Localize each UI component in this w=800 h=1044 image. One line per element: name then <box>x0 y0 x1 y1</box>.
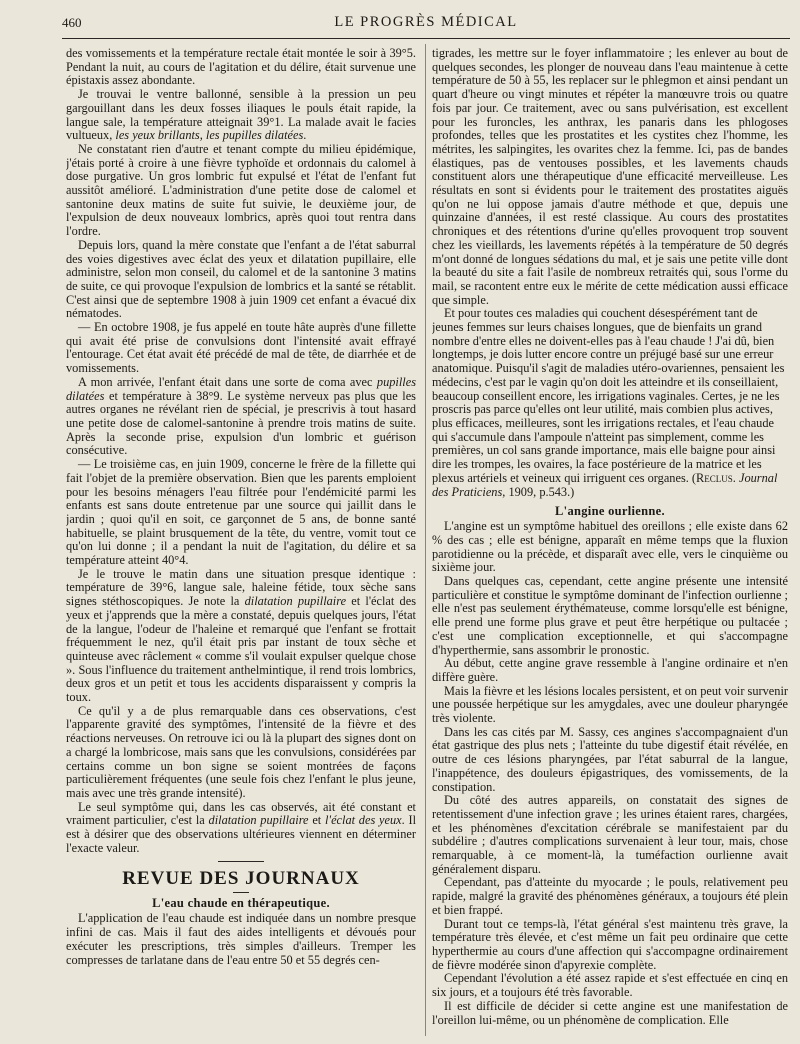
column-divider <box>425 44 426 1036</box>
paragraph: Dans les cas cités par M. Sassy, ces angines s'accompagnaient d'un état gastrique des plus nets ; l'atteinte du tube digestif était révélée, en outre de ces lésions pharyngées, par l'état saburral de la langue, l'inappétence, des douleurs épigastriques, des vomissements, de la constipation. <box>432 724 788 794</box>
paragraph: Au début, cette angine grave ressemble à l'angine ordinaire et n'en diffère guère. <box>432 656 788 684</box>
paragraph: tigrades, les mettre sur le foyer inflammatoire ; les enlever au bout de quelques secondes, les plonger de nouveau dans l'eau maintenue à cette température de 50 à 55, les replacer sur le phlegmon et ainsi pendant un quart d'heure ou vingt minutes et répéter la manœuvre trois ou quatre fois par jour. Ce traitement, avec ou sans pulvérisation, est excellent pour les furoncles, les anthrax, les panaris dans les phlogoses profondes, telles que les prostatites et les cystites chez l'homme, les métrites, les salpingites, les ovarites chez la femme. Ici, pas de bandes élastiques, pas de ventouses possibles, et les lavements chauds constituent alors une thérapeutique d'une efficacité merveilleuse. Les résultats en sont si évidents pour le traitement des prostatites aiguës qu'on ne lui oppose jamais d'autre méthode et que, depuis une quinzaine d'années, il est resté classique. Au cours des prostatites chroniques et des rétentions d'urine qu'elles provoquent trop souvent chez les vieillards, les lavements répétés à la température de 50 degrés m'ont donné de longues sédations du mal, et je sais une petite ville dont la beauté du site a fait l'asile de nombreux retraités qui, sous l'orme du mail, se racontent entre eux le mérite de cette médication aussi efficace que simple. <box>432 47 788 307</box>
paragraph: Mais la fièvre et les lésions locales persistent, et on peut voir survenir une poussée herpétique sur les amygdales, avec une douleur pharyngée très violente. <box>432 683 788 726</box>
article-subhead: L'angine ourlienne. <box>555 504 665 519</box>
paragraph: Dans quelques cas, cependant, cette angine présente une intensité particulière et constitue le symptôme dominant de l'infection ourlienne ; elle n'est pas seulement érythémateuse, comme lorsqu'elle est bénigne, elle prend une forme plus grave et peut être herpétique ou pultacée ; c'est une complication exceptionnelle, et qui s'accompagne d'hyperthermie, sans assombrir le pronostic. <box>432 574 788 657</box>
paragraph: A mon arrivée, l'enfant était dans une sorte de coma avec pupilles dilatées et température à 38°9. Le système nerveux pas plus que les autres organes ne révélant rien de spécial, je prescrivis à tout hasard une petite dose de calomel-santonine à prendre trois matins de suite. Après la seconde prise, expulsion d'un lombric et guérison consécutive. <box>66 374 416 458</box>
paragraph: Cependant l'évolution a été assez rapide et s'est effectuée en cinq en six jours, et a toujours été très favorable. <box>432 971 788 1000</box>
right-column <box>432 47 788 1039</box>
section-title: REVUE DES JOURNAUX <box>122 868 360 890</box>
running-head: LE PROGRÈS MÉDICAL <box>334 14 518 30</box>
paragraph: Depuis lors, quand la mère constate que l'enfant a de l'état saburral des voies digestives avec éclat des yeux et dilatation pupillaire, elle administre, selon mon conseil, du calomel et de la santonine 3 matins de suite, ce qui provoque l'expulsion de lombrics et la santé se rétablit. C'est ainsi que de septembre 1908 à juin 1909 cet enfant a évacué dix nématodes. <box>66 237 416 321</box>
paragraph: Et pour toutes ces maladies qui couchent désespérément tant de jeunes femmes sur leurs chaises longues, que de bienfaits un grand nombre d'entre elles ne doivent-elles pas à l'eau chaude ! J'ai dû, bien longtemps, je dois lutter encore contre un préjugé basé sur une erreur anatomique. Puisqu'il s'agit de maladies utéro-ovariennes, pensaient les médecins, c'est par le vagin qu'on doit les atteindre et ils conseillaient, beaucoup conseillent encore, les irrigations vaginales. Certes, je ne les proscris pas parce qu'elles ont leur utilité, mais combien plus actives, plus efficaces, meilleures, sont les irrigations rectales, et l'eau chaude qui s'accumule dans l'ampoule n'atteint pas simplement, comme les premières, un col sans grande importance, mais elle baigne pour ainsi dire les trompes, les ovaires, la face postérieure de la matrice et les plexus artériels et veineux qui irriguent ces organes. (Reclus. Journal des Praticiens, 1909, p.543.) <box>432 306 785 499</box>
paragraph: Ce qu'il y a de plus remarquable dans ces observations, c'est l'apparente gravité des symptômes, l'intensité de la fièvre et des réactions nerveuses. On retrouve ici ou là la plupart des signes dont on a chargé la lombricose, mais sans que les convulsions, considérées par certains comme un bon signe se soient montrées de façons particulièrement fréquentes (une seule fois chez l'enfant le plus jeune, mais avec une très grande intensité). <box>66 703 416 800</box>
paragraph: Il est difficile de décider si cette angine est une manifestation de l'oreillon lui-même, ou un phénomène de complication. Elle <box>432 998 788 1027</box>
page-number: 460 <box>62 15 82 30</box>
section-separator <box>218 861 264 862</box>
paragraph: Le seul symptôme qui, dans les cas observés, ait été constant et vraiment particulier, c'est la dilatation pupillaire et l'éclat des yeux. Il est à désirer que des observations ultérieures viennent en déterminer l'exacte valeur. <box>66 799 416 855</box>
paragraph: — En octobre 1908, je fus appelé en toute hâte auprès d'une fillette qui avait été prise de convulsions dont l'intensité avait effrayé l'entourage. Cet état avait été précédé de mal de tête, de diarrhée et de vomissements. <box>66 320 416 376</box>
paragraph: L'application de l'eau chaude est indiquée dans un nombre presque infini de cas. Mais il faut des aides intelligents et dévoués pour exécuter les prescriptions, très simples d'ailleurs. Tremper les compresses de tarlatane dans de l'eau entre 50 et 55 degrés cen- <box>66 911 416 967</box>
header-rule <box>62 38 790 39</box>
left-column <box>66 47 416 1039</box>
paragraph: — Le troisième cas, en juin 1909, concerne le frère de la fillette qui fait l'objet de la première observation. Bien que les parents emploient pour les besoins ménagers l'eau filtrée pour l'endémicité parmi les enfants est sans doute entretenue par une source qui jaillit dans le jardin ; quoi qu'il en soit, ce garçonnet de 5 ans, de bonne santé habituelle, se plaint brusquement de la tête, du ventre, vomit tout ce qu'on lui donne ; il a pendant la nuit de l'agitation, du délire et sa température atteint 40°4. <box>66 457 416 568</box>
title-dash <box>233 892 249 893</box>
paragraph: Je le trouve le matin dans une situation presque identique : température de 39°6, langue sale, haleine fétide, toux sèche sans signes stéthoscopiques. Je note la dilatation pupillaire et l'éclat des yeux et j'apprends que la mère a constaté, depuis quelques jours, l'état de la langue, l'odeur de l'haleine et remarqué que l'enfant se frottait fréquemment le nez, qu'il était pris par instant de toux sèche et quinteuse avec râclement « comme s'il voulait expulser quelque chose ». Sous l'influence du traitement anthelmintique, il rend trois lombrics, deux gros et un petit et tous les accidents disparaissent y compris la toux. <box>66 566 416 705</box>
article-subhead: L'eau chaude en thérapeutique. <box>152 896 330 911</box>
paragraph: Je trouvai le ventre ballonné, sensible à la pression un peu gargouillant dans les deux fosses iliaques le pouls était rapide, la langue sale, la température atteignait 39°1. La malade avait le facies vultueux, les yeux brillants, les pupilles dilatées. <box>66 87 416 143</box>
paragraph: Ne constatant rien d'autre et tenant compte du milieu épidémique, j'étais porté à croire à une fièvre typhoïde et ordonnais du calomel à dose purgative. Un gros lombric fut expulsé et l'état de l'enfant fut aussitôt amélioré. L'administration d'une petite dose de calomel et santonine deux matins de suite fut suivie, le deuxième jour, de l'expulsion de deux nouveaux lombrics, après quoi tout rentra dans l'ordre. <box>66 141 416 239</box>
paragraph: Du côté des autres appareils, on constatait des signes de retentissement d'une infection grave ; les urines étaient rares, chargées, et les phénomènes d'excitation cérébrale se manifestaient par du subdélire ; d'autres complications survenaient à leur tour, mais, chose remarquable, à ce moment-là, la tuméfaction ourlienne avait généralement disparu. <box>432 793 788 876</box>
paragraph: L'angine est un symptôme habituel des oreillons ; elle existe dans 62 % des cas ; elle est bénigne, apparaît en même temps que la fluxion parotidienne ou la précède, et disparaît avec elle, vers le cinquième ou sixième jour. <box>432 519 788 575</box>
paragraph: Cependant, pas d'atteinte du myocarde ; le pouls, relativement peu rapide, malgré la gravité des phénomènes généraux, a toujours été plein et bien frappé. <box>432 875 788 917</box>
paragraph: Durant tout ce temps-là, l'état général s'est maintenu très grave, la température très élevée, et c'est même un fait peu ordinaire que cette hyperthermie au cours d'une affection qui s'accompagne ordinairement de fièvre modérée sinon d'apyrexie complète. <box>432 916 788 972</box>
paragraph: des vomissements et la température rectale était montée le soir à 39°5. Pendant la nuit, au cours de l'agitation et du délire, était survenue une épistaxis assez abondante. <box>66 47 416 88</box>
page-header <box>62 12 790 36</box>
